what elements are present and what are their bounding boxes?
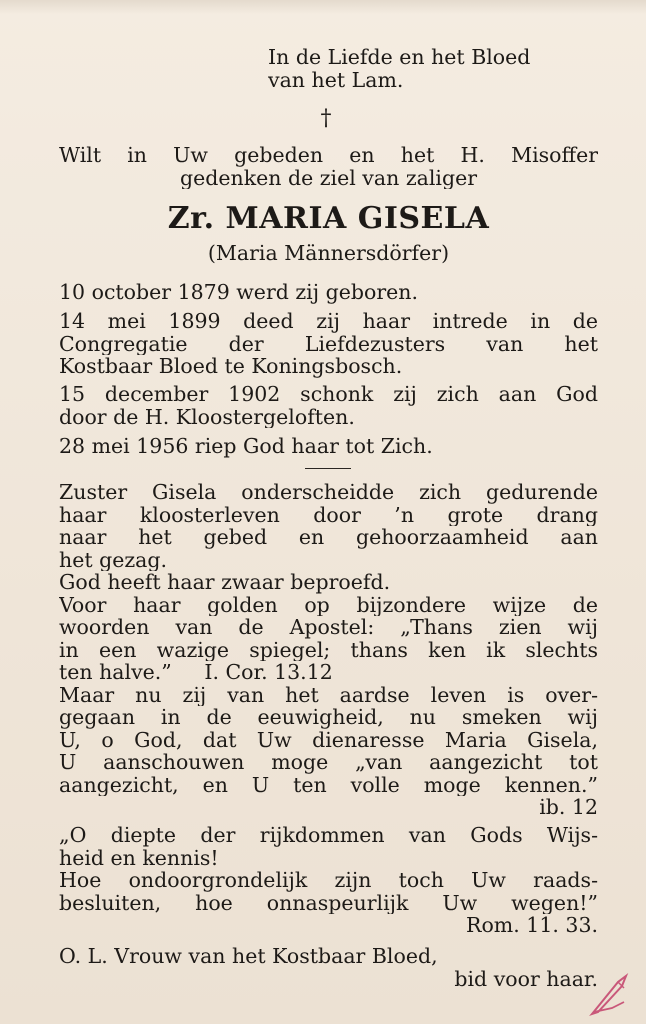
quote-line: Rom. 11. 33. [466,914,598,937]
deceased-name: Zr. MARIA GISELA [167,201,490,236]
divider-rule [305,468,351,469]
eulogy-line: naar het gebed en gehoorzaamheid aan [59,526,598,549]
life-event-line: door de H. Kloostergeloften. [59,405,355,428]
dedication-line: van het Lam. [268,68,404,91]
dedication [268,46,598,91]
birth-name: (Maria Männersdörfer) [207,242,450,265]
eulogy-text [59,481,598,819]
quote-line: besluiten, hoe onnaspeurlijk Uw wegen!” [59,891,598,914]
eulogy-line: Maar nu zij van het aardse leven is over- [59,683,598,706]
card-top-edge [0,0,646,14]
life-event-line: Kostbaar Bloed te Koningsbosch. [59,355,403,378]
quote-line: „O diepte der rijkdommen van Gods Wijs- [59,824,598,847]
eulogy-line: het gezag. [59,548,168,571]
life-event-line: 10 october 1879 werd zij geboren. [59,281,418,304]
intro [59,144,598,189]
pen-mark-icon [588,972,632,1018]
life-event-birth [59,281,598,304]
scripture-quote [59,824,598,937]
eulogy-line: U, o God, dat Uw dienaresse Maria Gisela, [59,728,598,751]
life-event-vows [59,383,598,428]
closing-prayer [59,945,598,990]
quote-line: heid en kennis! [59,846,219,869]
birth-name-block [59,242,598,265]
eulogy-line: Voor haar golden op bijzondere wijze de [59,593,598,616]
eulogy-line: ib. 12 [539,796,598,819]
closing-line: O. L. Vrouw van het Kostbaar Bloed, [59,945,438,968]
cross-icon: † [320,106,332,131]
eulogy-line: woorden van de Apostel: „Thans zien wij [59,616,598,639]
eulogy-line: aangezicht, en U ten volle moge kennen.” [59,773,598,796]
life-event-line: Congregatie der Liefdezusters van het [59,332,598,355]
closing-line: bid voor haar. [454,967,598,990]
eulogy-line: Zuster Gisela onderscheidde zich gedurende [59,481,598,504]
intro-line: gedenken de ziel van zaliger [179,166,478,189]
eulogy-line: U aanschouwen moge „van aangezicht tot [59,751,598,774]
eulogy-line: haar kloosterleven door ’n grote drang [59,503,598,526]
eulogy-line: gegaan in de eeuwigheid, nu smeken wij [59,706,598,729]
life-event-line: 28 mei 1956 riep God haar tot Zich. [59,435,433,458]
life-event-line: 14 mei 1899 deed zij haar intrede in de [59,310,598,333]
eulogy-line: ten halve.” I. Cor. 13.12 [59,661,333,684]
life-event-line: 15 december 1902 schonk zij zich aan God [59,383,598,406]
life-event-death [59,435,598,458]
dedication-line: In de Liefde en het Bloed [268,46,531,69]
eulogy-line: in een wazige spiegel; thans ken ik slechts [59,638,598,661]
quote-line: Hoe ondoorgrondelijk zijn toch Uw raads- [59,869,598,892]
eulogy-line: God heeft haar zwaar beproefd. [59,571,391,594]
life-event-entry [59,310,598,378]
intro-line: Wilt in Uw gebeden en het H. Misoffer [59,144,598,167]
